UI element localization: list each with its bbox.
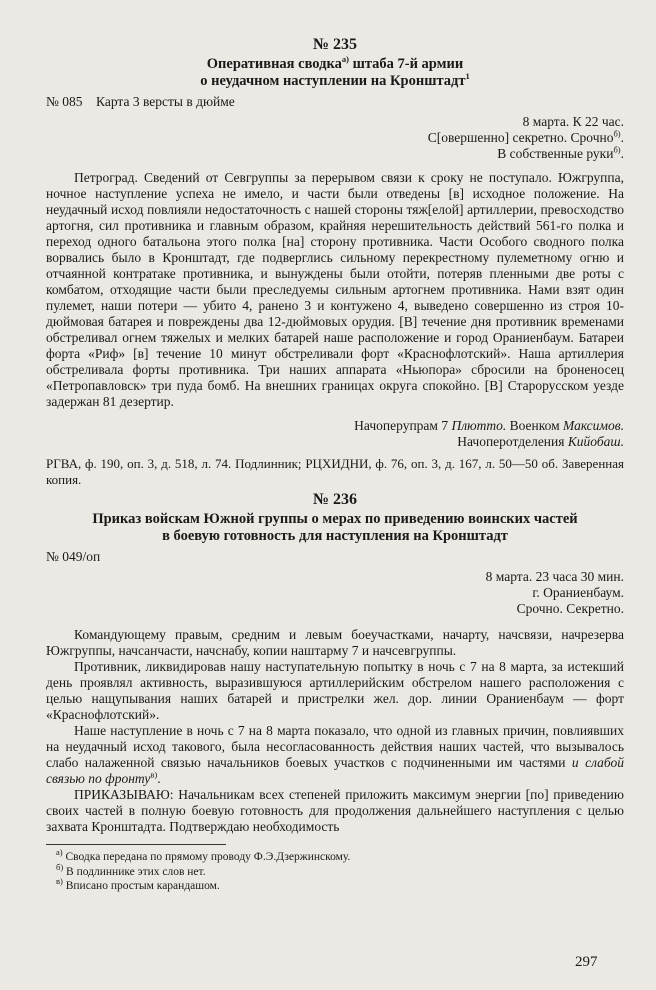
sig-name: Максимов. — [563, 418, 624, 433]
fn-text: В подлиннике этих слов нет. — [63, 865, 206, 878]
doc236-title-part: Приказ войскам Южной группы о мерах по приведению воинских частей — [92, 511, 578, 527]
sig-text: Начоперупрам 7 — [354, 418, 452, 433]
order-lead: ПРИКАЗЫВАЮ: — [74, 787, 174, 802]
doc236-paragraph-4 — [46, 787, 624, 835]
doc235-archive-ref: РГВА, ф. 190, оп. 3, д. 518, л. 74. Подлинник; РЦХИДНИ, ф. 76, оп. 3, д. 167, л. 50—50 об. Заверенная копия. — [46, 456, 624, 487]
doc236-header-right — [46, 569, 624, 617]
doc235-signature-2 — [46, 434, 624, 450]
p3-italic: и слабой связью по фронту — [46, 755, 625, 786]
doc235-title-part: штаба 7-й армии — [348, 56, 464, 72]
ref-number: № 085 — [46, 94, 83, 109]
page-content — [46, 36, 624, 894]
doc236-place: г. Ораниенбаум. — [532, 585, 624, 600]
map-ref: Карта 3 версты в дюйме — [96, 94, 235, 109]
doc235-ref — [46, 94, 235, 110]
personal-text: В собственные руки — [497, 146, 614, 161]
footnote-mark-v: в) — [150, 769, 158, 780]
secrecy-text: С[овершенно] секретно. Срочно — [427, 130, 614, 145]
footnote-a — [46, 847, 624, 865]
fn-mark: б) — [56, 861, 64, 872]
doc235-secrecy: С[овершенно] секретно. Срочно$^{б)}$. — [427, 128, 624, 145]
doc235-title-part: Оперативная сводка — [206, 56, 342, 72]
doc236-paragraph-3 — [46, 723, 624, 787]
footnote-mark-b: б) — [613, 144, 621, 155]
doc236-date: 8 марта. 23 часа 30 мин. — [485, 569, 624, 584]
doc236-title-part: в боевую готовность для наступления на Кронштадт — [162, 528, 508, 544]
footnote-mark-b: б) — [613, 128, 621, 139]
document-236-number: № 236 — [312, 491, 358, 508]
doc235-date: 8 марта. К 22 час. — [522, 114, 624, 129]
doc236-paragraph-1: Командующему правым, средним и левым боеучастками, начарту, начсвязи, начрезерва Южгруппы, начсанчасти, начснабу, копии наштарму 7 и начсевгруппы. — [46, 627, 624, 658]
footnote-b — [46, 861, 624, 880]
footnote-v — [46, 876, 624, 894]
fn-text: Сводка передана по прямому проводу Ф.Э.Дзержинскому. — [62, 851, 351, 863]
doc236-paragraph-2: Противник, ликвидировав нашу наступательную попытку в ночь с 7 на 8 марта, за истекший день проявлял активность, выразившуюся артиллерийским обстрелом нашего расположения с целью нащупывания наших батарей и пристрелки жел. дор. линии Ораниенбаум — форт «Краснофлотский». — [46, 659, 624, 722]
document-236-title — [46, 511, 624, 545]
footnote-mark-a: а) — [341, 54, 349, 65]
sig-text: Военком — [506, 418, 564, 433]
fn-mark: а) — [56, 847, 63, 858]
sig-text: Начоперотделения — [457, 434, 568, 449]
p3-text: Наше наступление в ночь с 7 на 8 марта показало, что одной из главных причин, повлиявших на неудачный исход такового, была несогласованность действия наших частей, что вызывалось слабо налаженной связью начальников боевых участков с подчиненными им частями — [46, 723, 624, 770]
footnote-divider — [46, 844, 226, 845]
doc235-body: Петроград. Сведений от Севгруппы за перерывом связи к сроку не поступало. Южгруппа, ночное наступление успеха не имело, и части были отведены [в] исходное положение. На неудачный исход повлияли недостаточность с нашей стороны тяж[елой] артиллерии, превосходство артогня, сил противника и главным образом, крайняя нерешительность действий 561-го полка и переход одного батальона этого полка [на] сторону противника. Части Особого сводного полка ворвались было в Кронштадт, где подверглись сильному перекрестному пулеметному огню и отчаянной контратаке противника, и вынуждены были отойти, потеряв пленными две роты с комбатом, отходящие части были преследуемы сильным артогнем противника. Нами взят один пулемет, наши потери — убито 4, ранено 3 и контужено 4, выведено совершенно из строя 10-дюймовая батарея и повреждены два 12-дюймовых орудия. [В] течение дня противник временами обстреливал огнем тяжелых и мелких батарей наше расположение и город Ораниенбаум. Батареи форта «Риф» [в] течение 10 минут обстреливали форт «Краснофлотский». Наша артиллерия обстреливала форты противника. Три наших аппарата «Ньюпора» сбросили на броненосец «Петропавловск» три пуда бомб. На внешних границах округа спокойно. [В] Старорусском уезде задержан 81 дезертир. — [46, 170, 624, 409]
doc235-ref-row — [46, 94, 624, 110]
doc235-title-part: о неудачном наступлении на Кронштадт — [200, 73, 466, 89]
doc235-signature-1 — [46, 418, 624, 434]
fn-mark: в) — [56, 876, 63, 887]
p3-end: . — [157, 771, 161, 786]
fn-text: Вписано простым карандашом. — [62, 880, 220, 892]
doc235-header-right — [46, 114, 624, 162]
document-235-number: № 235 — [312, 36, 358, 53]
doc236-secrecy: Срочно. Секретно. — [516, 601, 624, 616]
sig-name: Плютто. — [451, 418, 507, 433]
doc235-personal: В собственные руки$^{б)}$. — [497, 144, 624, 161]
document-235-title — [46, 56, 624, 90]
sig-name: Кийобаш. — [567, 434, 624, 449]
page-number: 297 — [575, 954, 598, 970]
order-text: Начальникам всех степеней приложить максимум энергии [по] приведению своих частей в полную боевую готовность для продолжения дальнейшего наступления с целью захвата Кронштадта. Подтверждаю необходимость — [46, 787, 624, 834]
doc236-ref-row — [46, 549, 624, 565]
endnote-mark-1: 1 — [465, 71, 470, 82]
ref-number: № 049/оп — [46, 549, 101, 564]
